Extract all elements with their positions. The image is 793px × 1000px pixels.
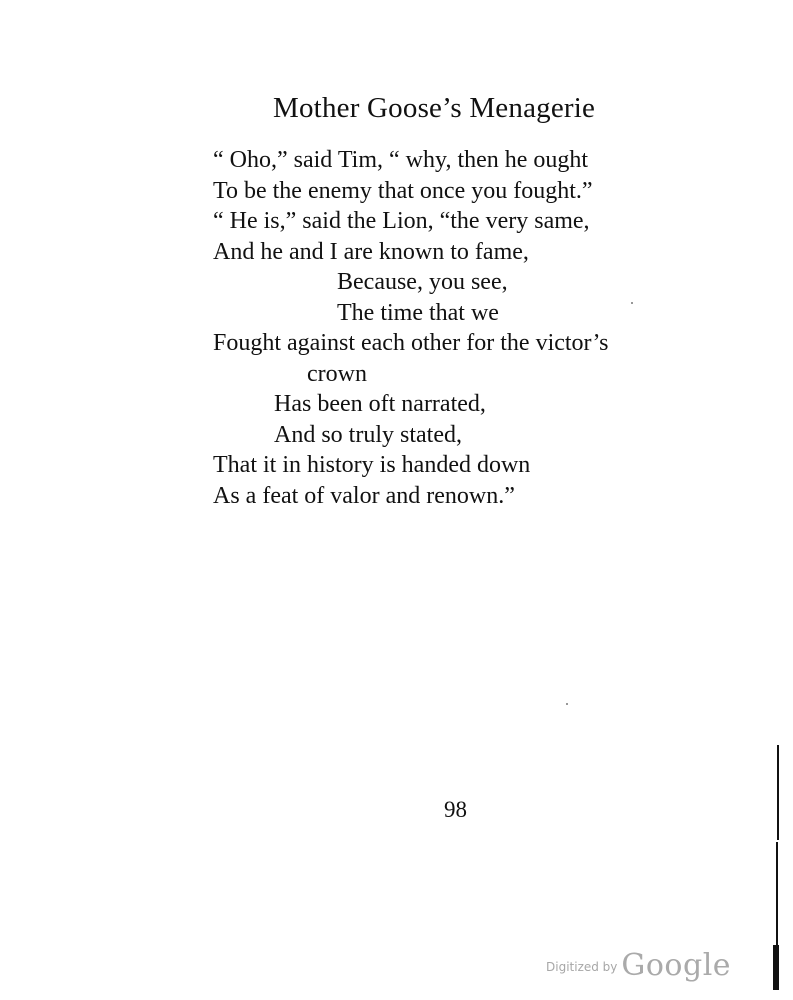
scan-speck [566,703,568,705]
poem-line: That it in history is handed down [213,452,531,478]
poem-line: And so truly stated, [274,421,462,448]
poem-line: To be the enemy that once you fought.” [213,177,593,204]
poem-line: And he and I are known to fame, [213,238,529,265]
poem-line: Because, you see, [337,269,508,295]
poem-line: Has been oft narrated, [274,391,486,417]
google-logo: Google [621,948,732,983]
watermark-prefix: Digitized by [546,960,618,974]
page-number: 98 [444,797,467,822]
poem-line: “ He is,” said the Lion, “the very same, [213,208,590,234]
digitized-watermark [546,948,731,983]
poem-body [213,145,733,511]
scan-speck [631,302,633,304]
poem-line: As a feat of valor and renown.” [213,482,515,509]
scan-edge-mark [776,842,778,947]
poem-line: The time that we [337,299,499,326]
poem-line: crown [307,360,367,387]
scan-edge-mark [777,745,779,840]
poem-line: “ Oho,” said Tim, “ why, then he ought [213,147,589,173]
page-title: Mother Goose’s Menagerie [273,92,596,124]
scan-edge-mark [773,945,779,990]
poem-line: Fought against each other for the victor’s [213,330,609,356]
